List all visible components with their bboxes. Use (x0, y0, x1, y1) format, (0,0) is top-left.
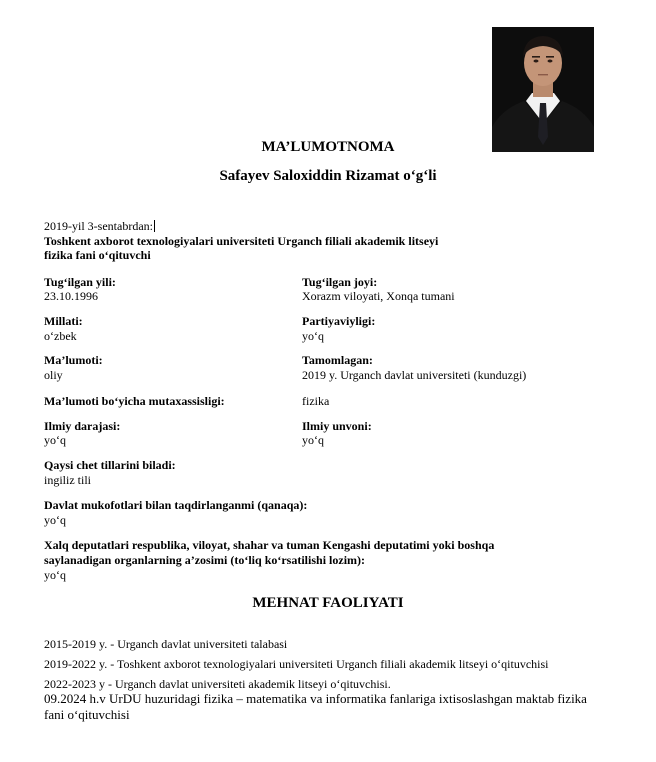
birth-year-value: 23.10.1996 (44, 289, 98, 303)
specialty-label: Ma’lumoti bo‘yicha mutaxassisligi: (44, 394, 225, 408)
academic-title-value: yo‘q (302, 433, 324, 447)
nationality-label: Millati: (44, 314, 83, 328)
work-item: 2022-2023 y - Urganch davlat universiteti akademik litseyi o‘qituvchisi. (44, 677, 391, 691)
awards-label: Davlat mukofotlari bilan taqdirlanganmi (qanaqa): (44, 498, 308, 512)
degree-label: Ilmiy darajasi: (44, 419, 121, 433)
birth-place-value: Xorazm viloyati, Xonqa tumani (302, 289, 455, 303)
birth-place-label: Tug‘ilgan joyi: (302, 275, 378, 289)
work-item-current-cont: fani o‘qituvchisi (44, 707, 130, 722)
education-value: oliy (44, 368, 63, 382)
position-since (44, 219, 634, 233)
specialty-value: fizika (302, 394, 330, 408)
graduated-label: Tamomlagan: (302, 353, 373, 367)
degree-value: yo‘q (44, 433, 66, 447)
page-title: MA’LUMOTNOMA (261, 139, 395, 155)
graduated-value: 2019 y. Urganch davlat universiteti (kunduzgi) (302, 368, 527, 382)
work-item: 2015-2019 y. - Urganch davlat universiteti talabasi (44, 637, 288, 651)
academic-title-label: Ilmiy unvoni: (302, 419, 372, 433)
party-label: Partiyaviyligi: (302, 314, 376, 328)
awards-value: yo‘q (44, 513, 66, 527)
nationality-value: o‘zbek (44, 329, 77, 343)
languages-value: ingiliz tili (44, 473, 91, 487)
work-heading: MEHNAT FAOLIYATI (252, 595, 404, 611)
position-line2: fizika fani o‘qituvchi (44, 248, 151, 262)
deputy-label-line1: Xalq deputatlari respublika, viloyat, shahar va tuman Kengashi deputatimi yoki boshqa (44, 538, 495, 552)
position-since-text: 2019-yil 3-sentabrdan: (44, 219, 153, 233)
full-name: Safayev Saloxiddin Rizamat o‘g‘li (219, 168, 437, 184)
position-line1: Toshkent axborot texnologiyalari universiteti Urganch filiali akademik litseyi (44, 234, 439, 248)
birth-year-label: Tug‘ilgan yili: (44, 275, 116, 289)
education-label: Ma’lumoti: (44, 353, 103, 367)
work-item: 2019-2022 y. - Toshkent axborot texnologiyalari universiteti Urganch filiali akademik litseyi o‘qituvchisi (44, 657, 549, 671)
portrait-icon (492, 27, 594, 152)
work-item-current: 09.2024 h.v UrDU huzuridagi fizika – matematika va informatika fanlariga ixtisoslashgan maktab fizika (44, 691, 587, 706)
text-cursor (154, 220, 155, 232)
portrait-photo (492, 27, 594, 152)
languages-label: Qaysi chet tillarini biladi: (44, 458, 176, 472)
party-value: yo‘q (302, 329, 324, 343)
deputy-label-line2: saylanadigan organlarning a’zosimi (to‘liq ko‘rsatilishi lozim): (44, 553, 366, 567)
deputy-value: yo‘q (44, 568, 66, 582)
